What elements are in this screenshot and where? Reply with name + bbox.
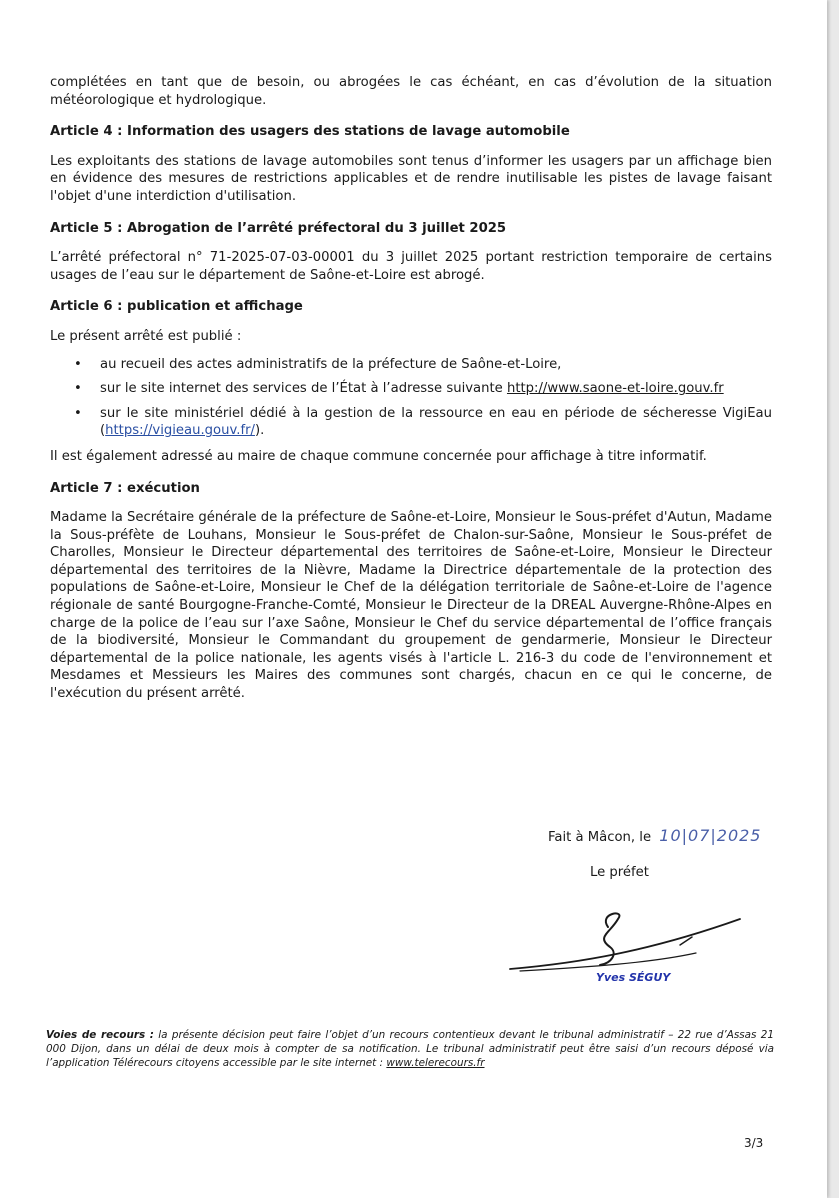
- article-6-title: Article 6 : publication et affichage: [50, 299, 303, 315]
- bullet-icon: •: [74, 381, 82, 397]
- signatory-name-stamp: Yves SÉGUY: [596, 971, 671, 984]
- list-item-text: au recueil des actes administratifs de la préfecture de Saône-et-Loire,: [100, 356, 562, 372]
- article-6-lead: Le présent arrêté est publié :: [50, 328, 242, 344]
- prefect-signature: [500, 905, 750, 990]
- signatory-role: Le préfet: [590, 865, 649, 880]
- list-item: [50, 380, 772, 398]
- list-item-end: ).: [254, 423, 265, 439]
- appeal-text: la présente décision peut faire l’objet d’un recours contentieux devant le tribunal administratif – 22 rue d’Assas 21 000 Dijon, dans un délai de deux mois à compter de sa notification. Le tribunal administratif peut être saisi d’un recours déposé via l’application Télérecours citoyens accessible par le site internet :: [46, 1029, 774, 1069]
- article-4-text: Les exploitants des stations de lavage automobiles sont tenus d’informer les usagers par un affichage bien en évidence des mesures de restrictions applicables et de rendre inutilisable les pistes de lavage faisant l'objet d'une interdiction d'utilisation.: [50, 153, 772, 204]
- article-5-text: L’arrêté préfectoral n° 71-2025-07-03-00001 du 3 juillet 2025 portant restriction temporaire de certains usages de l’eau sur le département de Saône-et-Loire est abrogé.: [50, 250, 772, 283]
- list-item-text: sur le site ministériel dédié à la gestion de la ressource en eau en période de sécheresse VigiEau (: [100, 405, 772, 439]
- article-4-title: Article 4 : Information des usagers des stations de lavage automobile: [50, 124, 570, 140]
- document-body: [50, 74, 772, 703]
- appeal-notice: [46, 1028, 774, 1070]
- bullet-icon: •: [74, 405, 82, 421]
- place-date-line: [548, 826, 761, 845]
- page-number: 3/3: [744, 1136, 764, 1150]
- list-item: [50, 405, 772, 440]
- publication-list: [50, 356, 772, 440]
- list-item: [50, 356, 772, 374]
- prefecture-website-link[interactable]: http://www.saone-et-loire.gouv.fr: [506, 381, 724, 397]
- article-5-title: Article 5 : Abrogation de l’arrêté préfectoral du 3 juillet 2025: [50, 220, 507, 236]
- list-item-text: sur le site internet des services de l’État à l’adresse suivante: [100, 381, 507, 397]
- article-7-text: Madame la Secrétaire générale de la préfecture de Saône-et-Loire, Monsieur le Sous-préfet d'Autun, Madame la Sous-préfète de Louhans, Monsieur le Sous-préfet de Chalon-sur-Saône, Monsieur le Sous-préfet de Charolles, Monsieur le Directeur départemental des territoires de Saône-et-Loire, Monsieur le Directeur départemental des territoires de la Nièvre, Madame la Directrice départementale de la protection des populations de Saône-et-Loire, Monsieur le Chef de la délégation territoriale de Saône-et-Loire de l'agence régionale de santé Bourgogne-Franche-Comté, Monsieur le Directeur de la DREAL Auvergne-Rhône-Alpes en charge de la police de l’eau sur l’axe Saône, Monsieur le Chef du service départemental de l’office français de la biodiversité, Monsieur le Commandant du groupement de gendarmerie, Monsieur le Directeur départemental de la police nationale, les agents visés à l'article L. 216-3 du code de l'environnement et Mesdames et Messieurs les Maires des communes sont chargés, chacun en ce qui le concerne, de l'exécution du présent arrêté.: [50, 510, 772, 702]
- appeal-label: Voies de recours :: [46, 1029, 154, 1041]
- article-6-closing: Il est également adressé au maire de chaque commune concernée pour affichage à titre informatif.: [50, 448, 707, 464]
- handwritten-date: 10|07|2025: [659, 826, 762, 845]
- vigieau-link[interactable]: https://vigieau.gouv.fr/: [105, 423, 255, 439]
- article-7-title: Article 7 : exécution: [50, 480, 200, 496]
- bullet-icon: •: [74, 356, 82, 372]
- fait-label: Fait à Mâcon, le: [548, 830, 652, 845]
- intro-paragraph: complétées en tant que de besoin, ou abrogées le cas échéant, en cas d’évolution de la situation météorologique et hydrologique.: [50, 75, 772, 108]
- telerecours-link[interactable]: www.telerecours.fr: [386, 1057, 485, 1069]
